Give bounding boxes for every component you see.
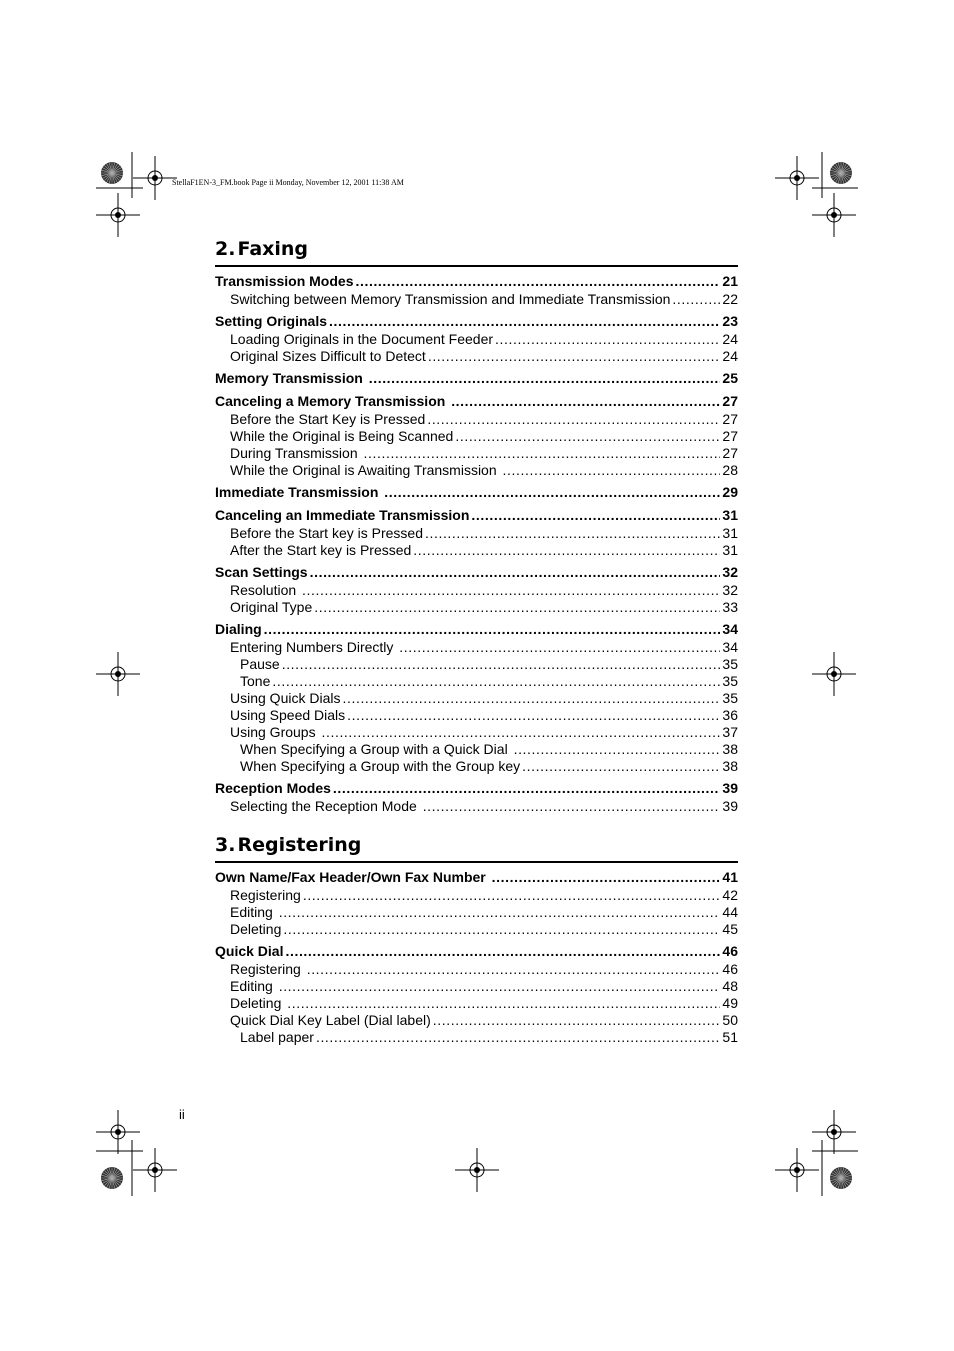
dot-leader bbox=[314, 599, 720, 616]
toc-entry-title: Before the Start key is Pressed bbox=[230, 525, 423, 541]
dot-leader bbox=[451, 392, 720, 411]
toc-entry-level-1[interactable] bbox=[215, 392, 738, 411]
toc-entry-title: Loading Originals in the Document Feeder bbox=[230, 331, 494, 347]
dot-leader bbox=[321, 724, 720, 741]
dot-leader bbox=[307, 961, 721, 978]
toc-entry-title: When Specifying a Group with the Group key bbox=[240, 758, 521, 774]
toc-entry-title: Dialing bbox=[215, 621, 262, 637]
chapter-title: Registering bbox=[237, 834, 362, 856]
toc-page-number: 22 bbox=[722, 291, 738, 307]
toc-page-number: 34 bbox=[722, 639, 738, 655]
toc-entry-title: Quick Dial Key Label (Dial label) bbox=[230, 1012, 431, 1028]
toc-entry-level-2[interactable] bbox=[215, 904, 738, 921]
dot-leader bbox=[672, 291, 720, 308]
toc-entry-level-1[interactable] bbox=[215, 483, 738, 502]
dot-leader bbox=[287, 995, 720, 1012]
chapter-heading bbox=[215, 832, 738, 863]
toc-entry-level-2[interactable] bbox=[215, 331, 738, 348]
toc-entry-level-2[interactable] bbox=[215, 542, 738, 559]
toc-page-number: 41 bbox=[722, 869, 738, 885]
toc-entry-level-1[interactable] bbox=[215, 942, 738, 961]
dot-leader bbox=[427, 411, 720, 428]
toc-page-number: 32 bbox=[722, 582, 738, 598]
toc-entry-title: When Specifying a Group with a Quick Dial bbox=[240, 741, 512, 757]
registration-target-icon bbox=[794, 175, 800, 181]
chapter-number: 2. bbox=[215, 238, 236, 260]
toc-page-number: 23 bbox=[722, 313, 738, 329]
dot-leader bbox=[285, 942, 720, 961]
toc-page-number: 31 bbox=[722, 507, 738, 523]
toc-entry-title: Transmission Modes bbox=[215, 273, 354, 289]
toc-page-number: 50 bbox=[722, 1012, 738, 1028]
dot-leader bbox=[399, 639, 720, 656]
toc-entry-level-2[interactable] bbox=[215, 348, 738, 365]
dot-leader bbox=[522, 758, 720, 775]
dot-leader bbox=[316, 1029, 720, 1046]
toc-page-number: 24 bbox=[722, 331, 738, 347]
toc-page-number: 31 bbox=[722, 525, 738, 541]
toc-entry-title: Original Type bbox=[230, 599, 313, 615]
registration-target-icon bbox=[115, 212, 121, 218]
toc-entry-title: Registering bbox=[230, 961, 305, 977]
registration-target-icon bbox=[831, 671, 837, 677]
toc-page-number: 21 bbox=[722, 273, 738, 289]
toc-entry-title: Using Groups bbox=[230, 724, 320, 740]
dot-leader bbox=[279, 904, 721, 921]
toc-entry-level-3[interactable] bbox=[215, 673, 738, 690]
toc-entry-title: Using Quick Dials bbox=[230, 690, 341, 706]
toc-entry-title: Entering Numbers Directly bbox=[230, 639, 398, 655]
dot-leader bbox=[329, 312, 720, 331]
toc-page-number: 31 bbox=[722, 542, 738, 558]
dot-leader bbox=[364, 445, 721, 462]
toc-entry-level-2[interactable] bbox=[215, 921, 738, 938]
toc-entry-title: Own Name/Fax Header/Own Fax Number bbox=[215, 869, 490, 885]
toc-entry-level-2[interactable] bbox=[215, 445, 738, 462]
toc-entry-title: Immediate Transmission bbox=[215, 484, 383, 500]
toc-page-number: 46 bbox=[722, 943, 738, 959]
dot-leader bbox=[347, 707, 720, 724]
dot-leader bbox=[495, 331, 720, 348]
toc-page-number: 27 bbox=[722, 428, 738, 444]
dot-leader bbox=[514, 741, 721, 758]
registration-target-icon bbox=[115, 671, 121, 677]
toc-entry-level-2[interactable] bbox=[215, 411, 738, 428]
page-folio: ii bbox=[179, 1107, 185, 1122]
toc-entry-level-2[interactable] bbox=[215, 639, 738, 656]
dot-leader bbox=[471, 506, 720, 525]
registration-target-icon bbox=[831, 1129, 837, 1135]
toc-entry-level-1[interactable] bbox=[215, 369, 738, 388]
toc-page-number: 32 bbox=[722, 564, 738, 580]
print-header-slug: StellaF1EN-3_FM.book Page ii Monday, November 12, 2001 11:38 AM bbox=[172, 178, 404, 187]
toc-entry-level-2[interactable] bbox=[215, 462, 738, 479]
toc-entry-level-1[interactable] bbox=[215, 563, 738, 582]
toc-page-number: 35 bbox=[722, 690, 738, 706]
toc-entry-level-2[interactable] bbox=[215, 690, 738, 707]
toc-entry-title: While the Original is Awaiting Transmission bbox=[230, 462, 501, 478]
toc-page-number: 33 bbox=[722, 599, 738, 615]
toc-page-number: 49 bbox=[722, 995, 738, 1011]
toc-entry-title: Editing bbox=[230, 904, 277, 920]
toc-entry-level-2[interactable] bbox=[215, 798, 738, 815]
toc-entry-level-1[interactable] bbox=[215, 272, 738, 291]
toc-page-number: 35 bbox=[722, 673, 738, 689]
toc-entry-level-2[interactable] bbox=[215, 1012, 738, 1029]
toc-entry-level-3[interactable] bbox=[215, 741, 738, 758]
chapter-title: Faxing bbox=[237, 238, 309, 260]
toc-entry-title: Canceling a Memory Transmission bbox=[215, 393, 450, 409]
toc-entry-level-2[interactable] bbox=[215, 582, 738, 599]
toc-entry-level-2[interactable] bbox=[215, 428, 738, 445]
toc-page-number: 24 bbox=[722, 348, 738, 364]
dot-leader bbox=[264, 620, 721, 639]
toc-entry-title: Memory Transmission bbox=[215, 370, 367, 386]
dot-leader bbox=[503, 462, 721, 479]
toc-page-number: 39 bbox=[722, 798, 738, 814]
toc-entry-title: Before the Start Key is Pressed bbox=[230, 411, 426, 427]
toc-page-number: 27 bbox=[722, 445, 738, 461]
toc-page-number: 48 bbox=[722, 978, 738, 994]
toc-entry-level-2[interactable] bbox=[215, 525, 738, 542]
dot-leader bbox=[302, 582, 720, 599]
toc-entry-title: Selecting the Reception Mode bbox=[230, 798, 421, 814]
toc-page-number: 39 bbox=[722, 780, 738, 796]
toc-entry-title: During Transmission bbox=[230, 445, 362, 461]
toc-entry-level-1[interactable] bbox=[215, 620, 738, 639]
table-of-contents bbox=[215, 236, 738, 1046]
toc-entry-title: Deleting bbox=[230, 995, 286, 1011]
toc-page-number: 37 bbox=[722, 724, 738, 740]
toc-entry-level-2[interactable] bbox=[215, 291, 738, 308]
registration-target-icon bbox=[474, 1167, 480, 1173]
toc-entry-title: Original Sizes Difficult to Detect bbox=[230, 348, 426, 364]
toc-entry-level-1[interactable] bbox=[215, 312, 738, 331]
toc-entry-title: Pause bbox=[240, 656, 280, 672]
dot-leader bbox=[369, 369, 721, 388]
toc-entry-title: While the Original is Being Scanned bbox=[230, 428, 454, 444]
toc-page-number: 45 bbox=[722, 921, 738, 937]
toc-page-number: 29 bbox=[722, 484, 738, 500]
dot-leader bbox=[413, 542, 720, 559]
dot-leader bbox=[492, 868, 721, 887]
toc-entry-title: Registering bbox=[230, 887, 301, 903]
dot-leader bbox=[455, 428, 720, 445]
dot-leader bbox=[279, 978, 721, 995]
toc-entry-title: Reception Modes bbox=[215, 780, 331, 796]
dot-leader bbox=[283, 921, 720, 938]
toc-page-number: 28 bbox=[722, 462, 738, 478]
registration-target-icon bbox=[152, 175, 158, 181]
dot-leader bbox=[384, 483, 720, 502]
toc-page-number: 46 bbox=[722, 961, 738, 977]
toc-page-number: 27 bbox=[722, 393, 738, 409]
dot-leader bbox=[282, 656, 721, 673]
dot-leader bbox=[433, 1012, 721, 1029]
toc-page-number: 42 bbox=[722, 887, 738, 903]
toc-entry-title: Quick Dial bbox=[215, 943, 284, 959]
registration-target-icon bbox=[794, 1167, 800, 1173]
toc-page-number: 25 bbox=[722, 370, 738, 386]
toc-entry-level-3[interactable] bbox=[215, 1029, 738, 1046]
toc-entry-title: Editing bbox=[230, 978, 277, 994]
toc-entry-level-2[interactable] bbox=[215, 599, 738, 616]
dot-leader bbox=[428, 348, 721, 365]
toc-entry-level-1[interactable] bbox=[215, 868, 738, 887]
toc-entry-level-2[interactable] bbox=[215, 978, 738, 995]
toc-page-number: 35 bbox=[722, 656, 738, 672]
chapter-spacer bbox=[215, 815, 738, 832]
registration-target-icon bbox=[831, 212, 837, 218]
toc-entry-title: Scan Settings bbox=[215, 564, 308, 580]
toc-entry-title: Resolution bbox=[230, 582, 301, 598]
dot-leader bbox=[333, 779, 721, 798]
toc-page-number: 51 bbox=[722, 1029, 738, 1045]
toc-entry-level-2[interactable] bbox=[215, 887, 738, 904]
dot-leader bbox=[303, 887, 721, 904]
toc-page-number: 38 bbox=[722, 758, 738, 774]
dot-leader bbox=[355, 272, 720, 291]
registration-target-icon bbox=[152, 1167, 158, 1173]
dot-leader bbox=[272, 673, 720, 690]
dot-leader bbox=[423, 798, 721, 815]
toc-entry-title: After the Start key is Pressed bbox=[230, 542, 412, 558]
toc-entry-title: Tone bbox=[240, 673, 271, 689]
toc-page-number: 38 bbox=[722, 741, 738, 757]
toc-page-number: 44 bbox=[722, 904, 738, 920]
dot-leader bbox=[425, 525, 720, 542]
toc-entry-level-2[interactable] bbox=[215, 961, 738, 978]
toc-entry-level-2[interactable] bbox=[215, 707, 738, 724]
toc-entry-level-3[interactable] bbox=[215, 758, 738, 775]
toc-entry-title: Switching between Memory Transmission and Immediate Transmission bbox=[230, 291, 671, 307]
toc-entry-title: Using Speed Dials bbox=[230, 707, 346, 723]
toc-entry-level-1[interactable] bbox=[215, 779, 738, 798]
toc-entry-level-2[interactable] bbox=[215, 724, 738, 741]
dot-leader bbox=[310, 563, 721, 582]
chapter-heading bbox=[215, 236, 738, 267]
toc-entry-title: Label paper bbox=[240, 1029, 314, 1045]
toc-entry-level-2[interactable] bbox=[215, 995, 738, 1012]
toc-entry-title: Deleting bbox=[230, 921, 282, 937]
toc-entry-level-3[interactable] bbox=[215, 656, 738, 673]
toc-page-number: 36 bbox=[722, 707, 738, 723]
toc-entry-title: Canceling an Immediate Transmission bbox=[215, 507, 470, 523]
registration-target-icon bbox=[115, 1129, 121, 1135]
toc-entry-level-1[interactable] bbox=[215, 506, 738, 525]
dot-leader bbox=[342, 690, 720, 707]
toc-page-number: 34 bbox=[722, 621, 738, 637]
chapter-number: 3. bbox=[215, 834, 236, 856]
toc-entry-title: Setting Originals bbox=[215, 313, 328, 329]
toc-page-number: 27 bbox=[722, 411, 738, 427]
